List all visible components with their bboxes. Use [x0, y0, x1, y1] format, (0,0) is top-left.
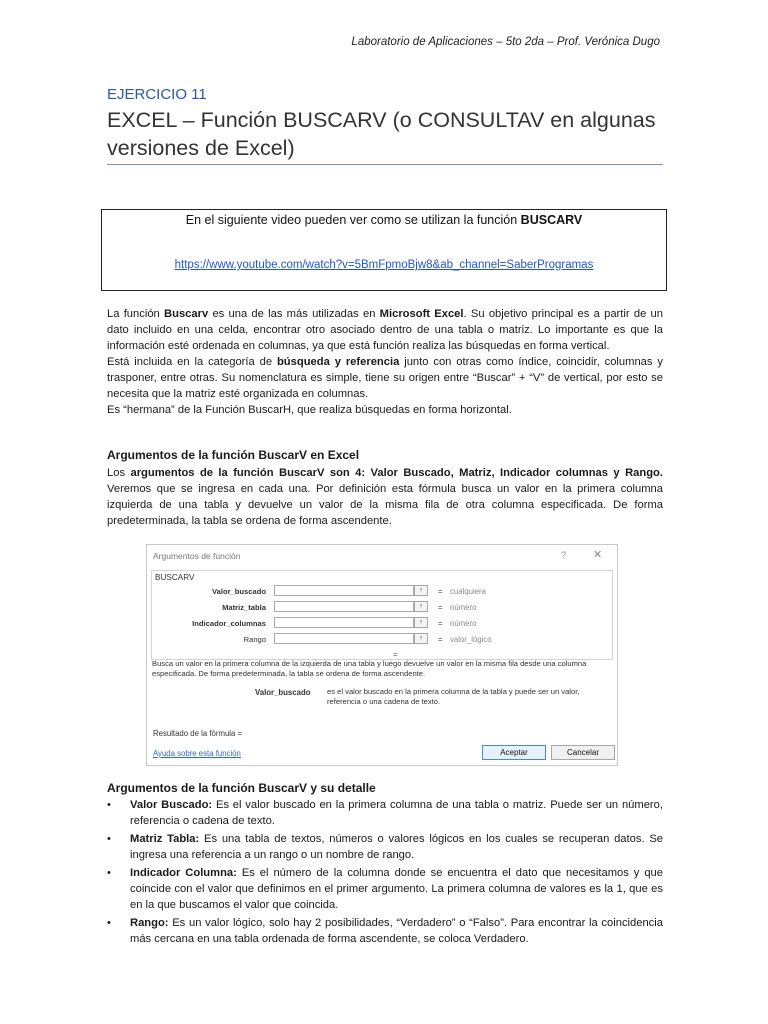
section2-heading: Argumentos de la función BuscarV y su detalle	[107, 781, 376, 795]
list-item	[107, 831, 663, 863]
help-icon[interactable]: ?	[561, 550, 567, 560]
arg-value: número	[450, 619, 477, 628]
function-arguments-dialog	[146, 544, 618, 766]
intro-paragraph	[107, 306, 663, 418]
item-term: Indicador Columna:	[130, 867, 237, 879]
exercise-label: EJERCICIO 11	[107, 86, 207, 103]
intro-bold: Buscarv	[164, 308, 209, 320]
intro-text: Está incluida en la categoría de	[107, 356, 277, 368]
current-arg-name: Valor_buscado	[255, 688, 311, 697]
item-term: Matriz Tabla:	[130, 833, 200, 845]
section1-text: Veremos que se ingresa en cada una. Por definición esta fórmula busca un valor en la primera columna izquierda de una tabla y devuelve un valor de la misma fila de otra columna especificada. De forma predeterminada, la tabla se ordena de forma ascendente.	[107, 483, 663, 527]
help-link[interactable]: Ayuda sobre esta función	[153, 749, 241, 758]
bullet-icon: •	[107, 833, 111, 845]
arg-label: Indicador_columnas	[192, 619, 266, 628]
arg-value: valor_lógico	[450, 635, 492, 644]
range-select-icon[interactable]: ↑	[414, 585, 428, 596]
arg-row-matriz-tabla	[152, 601, 612, 615]
equals-sign: =	[438, 587, 443, 596]
cancel-button[interactable]: Cancelar	[551, 745, 615, 760]
video-text-bold: BUSCARV	[520, 213, 583, 227]
intro-text: Es “hermana” de la Función BuscarH, que realiza búsquedas en forma horizontal.	[107, 404, 512, 416]
intro-text: junto con otras como índice, coincidir, columnas y trasponer, entre otras. Su nomenclatura es simple, tiene su origen entre “Buscar” + “V” de vertical, por esto se necesita que la matriz esté organizada en columnas.	[107, 356, 663, 400]
arg-label: Matriz_tabla	[222, 603, 266, 612]
arg-label: Rango	[243, 635, 266, 644]
title-divider	[107, 164, 663, 165]
intro-bold: Microsoft Excel	[379, 308, 464, 320]
arg-label: Valor_buscado	[211, 587, 266, 596]
video-text	[102, 213, 666, 227]
intro-bold: búsqueda y referencia	[276, 356, 400, 368]
range-select-icon[interactable]: ↑	[414, 617, 428, 628]
range-select-icon[interactable]: ↑	[414, 601, 428, 612]
item-text: Es un valor lógico, solo hay 2 posibilidades, “Verdadero” o “Falso”. Para encontrar la coincidencia más cercana en una tabla ordenada de forma ascendente, se coloca Verdadero.	[130, 917, 663, 945]
equals-sign: =	[438, 619, 443, 628]
section1-text: Los	[107, 467, 131, 479]
arguments-list	[107, 797, 663, 949]
rango-input[interactable]	[274, 633, 414, 644]
item-text: Es el número de la columna donde se encuentra el dato que necesitamos y que coincide con el valor que definimos en el primer argumento. La primera columna de valores es la 1, que es en la que buscamos el valor que coincida.	[130, 867, 663, 911]
bullet-icon: •	[107, 867, 111, 879]
dialog-title: Argumentos de función	[153, 551, 241, 561]
bullet-icon: •	[107, 799, 111, 811]
intro-text: es una de las más utilizadas en	[208, 308, 380, 320]
result-equals-sign: =	[393, 650, 398, 659]
video-box	[101, 209, 667, 291]
intro-text: La función	[107, 308, 165, 320]
section1-bold: argumentos de la función BuscarV son 4: Valor Buscado, Matriz, Indicador columnas y Rango.	[130, 467, 664, 479]
arg-row-valor-buscado	[152, 585, 612, 599]
section1-heading: Argumentos de la función BuscarV en Excel	[107, 448, 360, 462]
function-name: BUSCARV	[155, 573, 195, 582]
ok-button[interactable]: Aceptar	[482, 745, 546, 760]
exercise-title: EXCEL – Función BUSCARV (o CONSULTAV en algunas versiones de Excel)	[107, 108, 656, 160]
list-item	[107, 915, 663, 947]
arg-value: número	[450, 603, 477, 612]
matriz-tabla-input[interactable]	[274, 601, 414, 612]
video-link[interactable]: https://www.youtube.com/watch?v=5BmFpmoBjw8&ab_channel=SaberProgramas	[174, 259, 594, 271]
item-text: Es una tabla de textos, números o valores lógicos en los cuales se recuperan datos. Se ingresa una referencia a un rango o un nombre de rango.	[130, 833, 664, 861]
arg-row-indicador-columnas	[152, 617, 612, 631]
formula-result: Resultado de la fórmula =	[153, 729, 243, 738]
section1-paragraph	[107, 465, 663, 529]
equals-sign: =	[438, 603, 443, 612]
current-arg-description: es el valor buscado en la primera columna de la tabla y puede ser un valor, referencia o una cadena de texto.	[327, 687, 580, 706]
item-text: Es el valor buscado en la primera columna de una tabla o matriz. Puede ser un número, referencia o cadena de texto.	[130, 799, 663, 827]
valor-buscado-input[interactable]	[274, 585, 414, 596]
function-group	[151, 570, 613, 660]
function-description: Busca un valor en la primera columna de la izquierda de una tabla y luego devuelve un valor en la misma fila desde una columna especificada. De forma predeterminada, la tabla se ordena de forma ascendente.	[152, 659, 587, 678]
page-header: Laboratorio de Aplicaciones – 5to 2da – Prof. Verónica Dugo	[351, 36, 660, 48]
item-term: Rango:	[130, 917, 169, 929]
intro-text: . Su objetivo principal es a partir de un dato incluido en una celda, encontrar otro asociado dentro de una tabla o matriz. Lo importante es que la información esté ordenada en columnas, ya que está función realiza las búsquedas en forma vertical.	[107, 308, 663, 352]
range-select-icon[interactable]: ↑	[414, 633, 428, 644]
video-text-main: En el siguiente video pueden ver como se utilizan la función	[185, 213, 521, 227]
list-item	[107, 865, 663, 913]
close-icon[interactable]: ✕	[593, 549, 603, 561]
indicador-columnas-input[interactable]	[274, 617, 414, 628]
bullet-icon: •	[107, 917, 111, 929]
arg-value: cualquiera	[450, 587, 486, 596]
arg-row-rango	[152, 633, 612, 647]
equals-sign: =	[438, 635, 443, 644]
list-item	[107, 797, 663, 829]
item-term: Valor Buscado:	[130, 799, 213, 811]
